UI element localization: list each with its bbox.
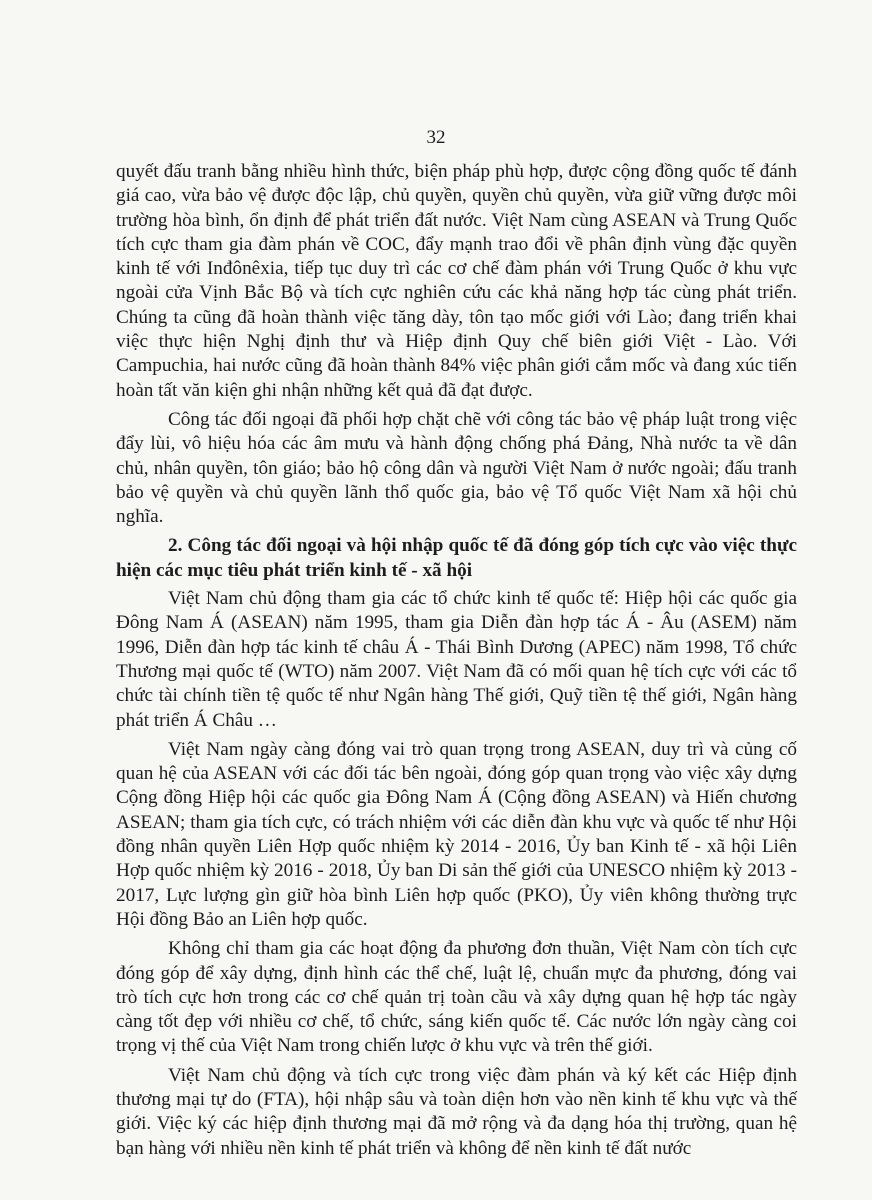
section-heading: 2. Công tác đối ngoại và hội nhập quốc tế đã đóng góp tích cực vào việc thực hiện các mục tiêu phát triển kinh tế - xã hội (116, 535, 797, 581)
paragraph: Việt Nam chủ động tham gia các tổ chức kinh tế quốc tế: Hiệp hội các quốc gia Đông Nam Á (ASEAN) năm 1995, tham gia Diễn đàn hợp tác Á - Âu (ASEM) năm 1996, Diễn đàn hợp tác kinh tế châu Á - Thái Bình Dương (APEC) năm 1998, Tổ chức Thương mại quốc tế (WTO) năm 2007. Việt Nam đã có mối quan hệ tích cực với các tổ chức tài chính tiền tệ quốc tế như Ngân hàng Thế giới, Quỹ tiền tệ thế giới, Ngân hàng phát triển Á Châu … (116, 588, 797, 731)
document-body (116, 160, 797, 1166)
page-number: 32 (426, 127, 446, 148)
paragraph: Việt Nam chủ động và tích cực trong việc đàm phán và ký kết các Hiệp định thương mại tự do (FTA), hội nhập sâu và toàn diện hơn vào nền kinh tế khu vực và thế giới. Việc ký các hiệp định thương mại đã mở rộng và đa dạng hóa thị trường, quan hệ bạn hàng với nhiều nền kinh tế phát triển và không để nền kinh tế đất nước (116, 1064, 797, 1159)
paragraph: Công tác đối ngoại đã phối hợp chặt chẽ với công tác bảo vệ pháp luật trong việc đẩy lùi, vô hiệu hóa các âm mưu và hành động chống phá Đảng, Nhà nước ta về dân chủ, nhân quyền, tôn giáo; bảo hộ công dân và người Việt Nam ở nước ngoài; đấu tranh bảo vệ quyền và chủ quyền lãnh thổ quốc gia, bảo vệ Tổ quốc Việt Nam xã hội chủ nghĩa. (116, 408, 797, 528)
paragraph: Việt Nam ngày càng đóng vai trò quan trọng trong ASEAN, duy trì và củng cố quan hệ của ASEAN với các đối tác bên ngoài, đóng góp quan trọng vào việc xây dựng Cộng đồng Hiệp hội các quốc gia Đông Nam Á (Cộng đồng ASEAN) và Hiến chương ASEAN; tham gia tích cực, có trách nhiệm với các diễn đàn khu vực và quốc tế như Hội đồng nhân quyền Liên Hợp quốc nhiệm kỳ 2014 - 2016, Ủy ban Kinh tế - xã hội Liên Hợp quốc nhiệm kỳ 2016 - 2018, Ủy ban Di sản thế giới của UNESCO nhiệm kỳ 2013 - 2017, Lực lượng gìn giữ hòa bình Liên hợp quốc (PKO), Ủy viên không thường trực Hội đồng Bảo an Liên hợp quốc. (116, 738, 797, 930)
paragraph: Không chỉ tham gia các hoạt động đa phương đơn thuần, Việt Nam còn tích cực đóng góp để xây dựng, định hình các thể chế, luật lệ, chuẩn mực đa phương, đóng vai trò tích cực hơn trong các cơ chế quản trị toàn cầu và xây dựng quan hệ hợp tác ngày càng tốt đẹp với nhiều cơ chế, tổ chức, sáng kiến quốc tế. Các nước lớn ngày càng coi trọng vị thế của Việt Nam trong chiến lược ở khu vực và trên thế giới. (116, 938, 797, 1057)
paragraph-continued: quyết đấu tranh bằng nhiều hình thức, biện pháp phù hợp, được cộng đồng quốc tế đánh giá cao, vừa bảo vệ được độc lập, chủ quyền, quyền chủ quyền, vừa giữ vững được môi trường hòa bình, ổn định để phát triển đất nước. Việt Nam cùng ASEAN và Trung Quốc tích cực tham gia đàm phán về COC, đẩy mạnh trao đổi về phân định vùng đặc quyền kinh tế với Inđônêxia, tiếp tục duy trì các cơ chế đàm phán với Trung Quốc ở khu vực ngoài cửa Vịnh Bắc Bộ và tích cực nghiên cứu các khả năng hợp tác cùng phát triển. Chúng ta cũng đã hoàn thành việc tăng dày, tôn tạo mốc giới với Lào; đang triển khai việc thực hiện Nghị định thư và Hiệp định Quy chế biên giới Việt - Lào. Với Campuchia, hai nước cũng đã hoàn thành 84% việc phân giới cắm mốc và đang xúc tiến hoàn tất văn kiện ghi nhận những kết quả đã đạt được. (116, 161, 797, 401)
